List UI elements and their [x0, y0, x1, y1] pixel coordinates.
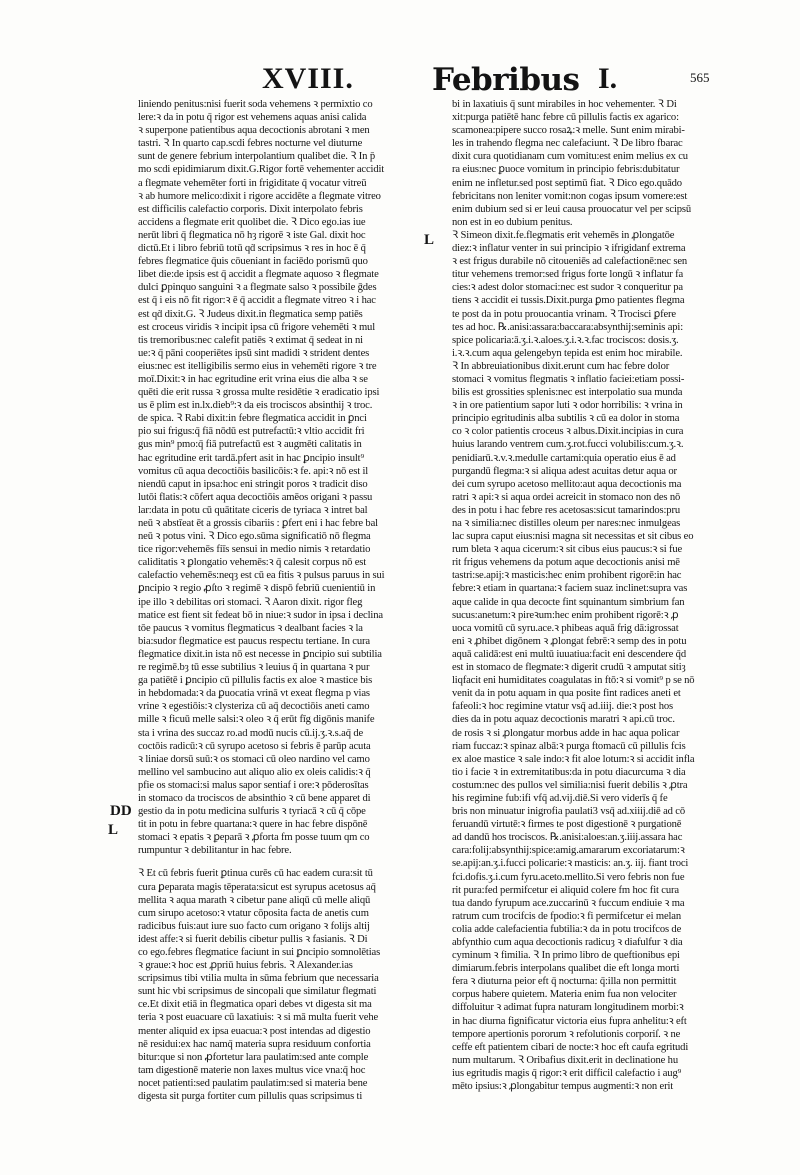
text-line: sucus:anetum:ꝛ pireꝛum:hec enim prohibent rigorē:ꝛ ꝓ	[452, 609, 679, 621]
text-line: accidens a flegmate erit quolibet die. Ꝛ Dico ego.ias iue	[138, 216, 366, 228]
text-line: est q̄ i eis nō fit rigor:ꝛ ē q̄ accidit a flegmate vitreo ꝛ i hac	[138, 295, 376, 307]
text-line: in hebdomada:ꝛ da ꝑuocatia vrinā vt exeat flegma p vias	[138, 688, 370, 700]
book-number: XVIII.	[262, 62, 354, 95]
text-line: eni ꝛ ꝓhibet digōnem ꝛ ꝓlongat febrē:ꝛ semp des in potu	[452, 635, 687, 647]
text-line: dimiarum.febris interpolans qualibet die eft longa morti	[452, 963, 680, 975]
text-line: non est in eo dubium penitus.	[452, 216, 573, 228]
text-line: dulci ꝑpinquo sanguini ꝛ a flegmate salso ꝛ possibile ḡdes	[138, 282, 377, 294]
text-line: his regimine fub:ifi vfq̄ ad.vij.diē.Si vero viderīs q̄ fe	[452, 792, 668, 804]
text-line: liniendo penitus:nisi fuerit soda vehemens ꝛ permixtio co	[138, 99, 373, 110]
text-line: feruandū virtutē:ꝛ firmes te post digestionē ꝛ purgationē	[452, 819, 682, 831]
text-line: les in trahendo flegma nec calefaciunt. Ꝛ De libro fbarac	[452, 138, 683, 150]
text-line: cara:folij:absynthij:spice:amig.amararum excoriatarum:ꝛ	[452, 845, 685, 857]
text-line: diez:ꝛ inflatur venter in sui principio ꝛ ifrigidanf extrema	[452, 243, 686, 255]
text-line: cies:ꝛ adest dolor stomaci:nec est sudor ꝛ conqueritur pa	[452, 282, 683, 294]
text-line: ceffe eft patientem cibari de nocte:ꝛ hoc eft caufa egritudi	[452, 1041, 689, 1053]
text-line: tastri. Ꝛ In quarto cap.scdi febres nocturne vel diuturne	[138, 138, 363, 150]
text-line: tice rigor:vehemēs fiīs sensui in medio nimis ꝛ retardatio	[138, 544, 371, 556]
text-line: sunt de genere febrium interpolantium qualibet die. Ꝛ In p̄	[138, 151, 375, 163]
text-line: Ꝛ Simeon dixit.fe.flegmatis erit vehemēs in ꝓlongatōe	[452, 229, 675, 241]
text-line: febre:ꝛ etiam in quartana:ꝛ faciem suaz inclinet:supra vas	[452, 583, 688, 595]
text-line: lutōi flatis:ꝛ cōfert aqua decoctiōis amēos origani ꝛ passu	[138, 491, 373, 503]
text-line: cyminum ꝛ fimilia. Ꝛ In primo libro de queftionibus epi	[452, 950, 680, 962]
text-line: stomaci ꝛ vomitus flegmatis ꝛ inflatio faciei:etiam possi-	[452, 373, 685, 385]
text-line: vomitus cū aqua decoctiōis basilicōis:ꝛ fe. api:ꝛ nō est il	[138, 465, 369, 477]
text-line: tua dando fyrupum ace.zuccarinū ꝛ fuccum endiuie ꝛ ma	[452, 897, 685, 909]
text-line: est croceus viridis ꝛ incipit ipsa cū frigore vehemēti ꝛ mul	[138, 321, 375, 333]
text-line: a flegmate vehemēter forti in frigiditate q̄ vocatur vitreū	[138, 177, 367, 189]
text-line: ad dandū hos trociscos. ℞.anisi:aloes:an.ʒ.iiij.assara hac	[452, 832, 683, 844]
text-line: sunt hic vbi scripsimus de sincopali que similatur flegmati	[138, 986, 377, 998]
text-line: bi in laxatiuis q̄ sunt mirabiles in hoc vehementer. Ꝛ Di	[452, 99, 677, 110]
text-line: moī.Dixit:ꝛ in hac egritudine erit vrina eius die alba ꝛ se	[138, 373, 368, 385]
text-line: caliditatis ꝛ ꝑlongatio vehemēs:ꝛ q̄ calesit corpus nō est	[138, 557, 367, 569]
text-line: ipe illo ꝛ debilitas ori stomaci. Ꝛ Aaron dixit. rigor fleg	[138, 596, 363, 608]
text-line: Ꝛ Et cū febris fuerit ꝑtinua curēs cū hac eadem cura:sit tū	[138, 868, 373, 880]
text-line: bris non minuatur inigrofia paulati3 vsq̄ ad.xiiij.diē ad cō	[452, 806, 685, 818]
margin-letter-l-right: L	[424, 232, 435, 248]
margin-letter-l-left: L	[108, 822, 119, 838]
text-line: rum bleta ꝛ aqua cicerum:ꝛ sit cibus eius paucus:ꝛ si fue	[452, 544, 683, 556]
text-line: enim dubium sed si er leui causa prouocatur vel per scipsū	[452, 203, 692, 215]
text-line: tam digestionē materie non laxes multus vice vna:q̄ hoc	[138, 1064, 366, 1076]
text-line: tempore apertionis pororum ꝛ refolutionis corporiſ. ꝛ ne	[452, 1028, 681, 1040]
text-line: colia adde calefacientia fubtilia:ꝛ da in potu trocifcos de	[452, 923, 682, 935]
folio-number: 565	[690, 70, 710, 85]
text-line: dictū.Et i libro febriū totū qḋ scripsimus ꝛ res in hoc ē q̄	[138, 243, 366, 255]
text-line: pio sui frigus:q̄ fiā nōdū est putrefactū:ꝛ vltio accidit fri	[138, 426, 365, 438]
text-line: est qḋ dixit.G. Ꝛ Judeus dixit.in flegmatica semp patiēs	[138, 308, 363, 320]
text-line: mēto ipsius:ꝛ ꝓlongabitur tempus augmenti:ꝛ non erit	[452, 1081, 674, 1093]
text-line: ꝑncipio ꝛ regio ꝓſto ꝛ regimē ꝛ dispō febriū cuenientiū in	[138, 583, 376, 595]
text-line: i.ꝛ.ꝛ.cum aqua gelengebyn tepida est enim hoc mirabile.	[452, 347, 683, 359]
text-line: dixit cura quotidianam cum vomitu:est enim melius ex cu	[452, 151, 688, 163]
text-line: diffoluitur ꝛ adimat fupra naturam longitudinem morbi:ꝛ	[452, 1002, 684, 1014]
paragraph-gap	[138, 857, 400, 867]
text-line: libet die:de ipsis est q̄ accidit a flegmate aquoso ꝛ flegmate	[138, 269, 379, 281]
text-line: nerūt libri q̄ flegmatica nō hȝ rigorē ꝛ iste Gal. dixit hoc	[138, 229, 366, 241]
text-line: tastri:se.apij:ꝛ masticis:hec enim prohibent rigorē:in hac	[452, 570, 682, 582]
text-line: enim ne infletur.sed post septimū fiat. Ꝛ Dico ego.quādo	[452, 177, 682, 189]
text-line: liqfacit eni humiditates coagulatas in ftō:ꝛ si vomit⁹ p se nō	[452, 675, 695, 687]
text-line: niendū caput in ipsa:hoc eni stringit poros ꝛ tradicit diso	[138, 478, 368, 490]
text-line: de rosis ꝛ si ꝓlongatur morbus adde in hac aqua policar	[452, 727, 680, 739]
text-line: bia:sudor flegmatice est paucus respectu tertiane. In cura	[138, 635, 370, 647]
text-line: ꝛ superpone patientibus aqua decoctionis abrotani ꝛ men	[138, 125, 370, 137]
text-line: tit in potu in febre quartana:ꝛ quere in hac febre dispōnē	[138, 819, 368, 831]
text-line: febricitans non leniter vomit:non cogas ipsum vomere:est	[452, 190, 688, 202]
text-line: des in potu i hac febre res acetosas:sicut tamarindos:pru	[452, 504, 680, 516]
text-line: est in stomaco de flegmate:ꝛ digerit crudū ꝛ amputat sitiȝ	[452, 662, 686, 674]
margin-letter-dd: DD	[110, 803, 132, 819]
text-line: na ꝛ similia:nec distilles oleum per nares:nec inmulgeas	[452, 518, 681, 529]
text-line: aquā calidā:est eni multū iuuatiua:facit eni descendere q̄d	[452, 648, 686, 660]
text-line: corpus habere quietem. Materia enim fua non velociter	[452, 989, 677, 1001]
text-line: radicibus fuis:aut iure suo facto cum origano ꝛ folijs altij	[138, 920, 370, 932]
text-line: lar:data in potu cū quātitate ciceris de tyriaca ꝛ intret bal	[138, 504, 368, 516]
text-line: nocet patienti:sed paulatim paulatim:sed si materia bene	[138, 1077, 368, 1089]
text-line: num multarum. Ꝛ Oribafius dixit.erit in declinatione hu	[452, 1054, 678, 1066]
text-line: in hac diurna fignificatur victoria eius fupra anhelitu:ꝛ eft	[452, 1015, 687, 1027]
text-line: bilis est grossities splenis:nec est interpolatio sua munda	[452, 387, 683, 399]
text-line: eius:nec est itelligibilis sermo eius in vehemēti rigore ꝛ tre	[138, 360, 377, 372]
text-line: purgandū flegma:ꝛ si aliqua adest acuitas detur aqua or	[452, 465, 677, 477]
text-line: idest affe:ꝛ si fuerit debilis cibetur pullis ꝛ fasianis. Ꝛ Di	[138, 933, 368, 945]
text-line: ꝛ ab humore melico:dixit i rigore accidēte a flegmate vitreo	[138, 190, 381, 202]
text-line: costum:nec des pullos vel similia:nisi fuerit debilis ꝛ ꝓtra	[452, 779, 688, 791]
text-line: re regimē.bȝ tū esse subtilius ꝛ leuius q̄ in quartana ꝛ pur	[138, 662, 370, 674]
text-line: xit:purga patiētē hanc febre cū pillulis factis ex agarico:	[452, 112, 679, 124]
text-line: Ꝛ In abbreuiationibus dixit.erunt cum hac febre dolor	[452, 360, 670, 372]
text-line: principio egritudinis alba subtilis ꝛ cū ea dolor in stoma	[452, 413, 680, 425]
running-header	[0, 62, 800, 102]
text-line: abfynthio cum aqua decoctionis radicuȝ ꝛ diafulfur ꝛ dia	[452, 937, 683, 948]
text-line: menter aliquid ex ipsa euacua:ꝛ post intendas ad digestio	[138, 1025, 371, 1037]
text-line: scamonea:pipere succo rosaꝝ:ꝛ melle. Sunt enim mirabi-	[452, 125, 685, 137]
text-line: rit pura:fed permifcetur ei aliquid colere fm hoc fit cura	[452, 884, 679, 896]
text-line: dei cum syrupo acetoso mellito:aut aqua decoctionis ma	[452, 478, 682, 490]
text-line: tis tremoribus:nec calefit patiēs ꝛ extimat q̄ sedeat in ni	[138, 334, 363, 346]
text-line: tiens ꝛ accidit ei tussis.Dixit.purga ꝑmo patientes flegma	[452, 295, 685, 307]
text-line: spice policaria:ā.ʒ.i.ꝛ.aloes.ʒ.i.ꝛ.ꝛ.fac trociscos: dosis.ʒ.	[452, 334, 679, 346]
text-line: fafeoli:ꝛ hoc regimine vtatur vsq̄ ad.iiij. die:ꝛ post hos	[452, 701, 673, 713]
text-line: sta i vrina des succaz ro.ad modū nucis cū.ij.ʒ.ꝛ.s.aq̄ de	[138, 727, 364, 739]
left-text-column	[138, 98, 400, 1103]
text-line: lac supra caput eius:nisi magna sit necessitas et sit cibus eo	[452, 531, 694, 543]
text-line: ꝛ est frigus durabile nō citoueniēs ad calefactionē:nec sen	[452, 256, 688, 268]
text-line: vrine ꝛ egestiōis:ꝛ clysteriza cū aq̄ decoctiōis aneti camo	[138, 701, 370, 713]
text-line: teria ꝛ post euacuare cū laxatiuis: ꝛ si mā multa fuerit vehe	[138, 1012, 379, 1024]
text-line: matice est fient sit fedeat bō in niue:ꝛ sudor in ipsa i declina	[138, 609, 383, 621]
text-line: fci.dofis.ʒ.i.cum fyru.aceto.mellito.Si vero febris non fue	[452, 871, 685, 883]
text-line: digesta sit purga fortiter cum pillulis quas scripsimus ti	[138, 1091, 363, 1103]
running-title: Febribus	[432, 62, 580, 98]
text-line: riam fuccaz:ꝛ spinaz albā:ꝛ purga ftomacū cū pillulis fcis	[452, 740, 686, 752]
text-line: ra eius:nec ꝑuoce vomitum in principio febris:dubitatur	[452, 164, 680, 176]
text-line: mo scdi epidimiarum dixit.G.Rigor fortē vehementer accidit	[138, 164, 385, 176]
text-line: febres flegmatice q̄uis cōueniant in faciēdo porismū quo	[138, 256, 368, 268]
text-line: pfie os stomaci:si malus sapor sentiaf i ore:ꝛ pōderosītas	[138, 779, 369, 791]
text-line: lere:ꝛ da in potu q̄ rigor est vehemens aquas anisi calida	[138, 112, 367, 124]
text-line: tes ad hoc. ℞.anisi:assara:baccara:absynthij:seminis api:	[452, 321, 683, 333]
text-line: mille ꝛ ficuū melle salsi:ꝛ oleo ꝛ q̄ erūt fīg digōnis manife	[138, 714, 375, 726]
text-line: penidiarū.ꝛ.v.ꝛ.medulle cartami:quia operatio eius ē ad	[452, 452, 676, 464]
text-line: quēti die erit russa ꝛ grossa multe residētie ꝛ eradicatio ipsi	[138, 387, 380, 399]
text-line: ratrum cum trocifcis de fpodio:ꝛ fi permifcetur ei melan	[452, 910, 682, 922]
text-line: coctōis radicū:ꝛ cū syrupo acetoso si febris ē parūp acuta	[138, 740, 371, 752]
text-line: titur vehemens tremor:sed frigus forte longū ꝛ inflatur fa	[452, 269, 684, 281]
text-line: de spica. Ꝛ Rabi dixit:in febre flegmatica accidit in ꝑnci	[138, 413, 367, 425]
text-line: se.apij:an.ʒ.i.fucci policarie:ꝛ masticis: an.ʒ. iij. fiant troci	[452, 858, 689, 870]
text-line: nē residui:ex hac namq̄ materia supra residuum confortia	[138, 1038, 371, 1050]
text-line: co ego.febres flegmatice faciunt in sui ꝑncipio somnolētias	[138, 947, 381, 958]
text-line: ue:ꝛ q̄ pāni cooperiētes ipsū sint madidi ꝛ strident dentes	[138, 347, 370, 359]
text-line: aque calide in qua decocte fint squinantum simbrium fan	[452, 596, 685, 608]
text-line: dies da in potu aquaz decoctionis maratri ꝛ api.cū troc.	[452, 714, 675, 726]
text-line: calefactio vehemēs:neqȝ est cū ea fitis ꝛ pulsus paruus in sui	[138, 570, 385, 582]
text-line: gestio da in potu medicina sulfuris ꝛ tyriacā ꝛ cū q̄ cōpe	[138, 806, 366, 818]
text-line: co ꝛ color patientis croceus ꝛ albus.Dixit.incipias in cura	[452, 426, 684, 438]
text-line: uoca vomitū cū syru.ace.ꝛ phibeas aquā frig dā:igrossat	[452, 622, 679, 634]
text-line: cum sirupo acetoso:ꝛ vtatur cōposita facta de anetis cum	[138, 907, 369, 919]
text-line: ce.Et dixit etiā in flegmatica opari debes vt digesta sit ma	[138, 999, 372, 1011]
text-line: stomaci ꝛ epatis ꝛ ꝑeparā ꝛ ꝓforta fm posse tuum qm co	[138, 832, 370, 844]
text-line: hac egritudine erit tardā.pfert asit in hac ꝑncipio insult⁹	[138, 452, 365, 464]
text-line: ꝛ liniae dorsū suū:ꝛ os stomaci cū oleo nardino vel camo	[138, 753, 370, 765]
text-line: ꝛ in ore patientium sapor luti ꝛ odor horribilis: ꝛ vrina in	[452, 400, 683, 412]
text-line: mellita ꝛ aqua marath ꝛ cibetur pane aliqū cū melle aliqū	[138, 894, 371, 906]
text-line: ꝛ graue:ꝛ hoc est ꝓpriū huius febris. Ꝛ Alexander.ias	[138, 960, 353, 972]
text-line: bitur:que si non ꝓfortetur lara paulatim:sed ante comple	[138, 1051, 369, 1063]
text-line: rumpuntur ꝛ debilitantur in hac febre.	[138, 845, 292, 857]
text-line: huius larando ventrem cum.ʒ.rot.fucci volubilis:cum.ʒ.ꝛ.	[452, 439, 684, 451]
text-line: te post da in potu prouocantia vrinam. Ꝛ Trocisci ꝑfere	[452, 308, 676, 320]
text-line: scripsimus tibi vtilia multa in sūma febrium que necessaria	[138, 973, 379, 985]
text-line: in stomaco da trociscos de absinthio ꝛ cū bene apparet di	[138, 792, 371, 804]
text-line: neū ꝛ potus vini. Ꝛ Dico ego.sūma significatiō nō flegma	[138, 531, 371, 543]
text-line: flegmatice dixit.in ista nō est necesse in ꝑncipio sui subtilia	[138, 648, 382, 660]
text-line: gus min⁹ pmo:q̄ fiā putrefactū est ꝛ augmēti calitatis in	[138, 439, 362, 451]
text-line: ex aloe mastice ꝛ sale indo:ꝛ fit aloe lotum:ꝛ si accidit infla	[452, 753, 695, 765]
text-line: est difficilis calefactio corporis. Dixit interpolato febris	[138, 203, 363, 215]
text-line: ratri ꝛ api:ꝛ si aqua ordei acreicit in stomaco non des nō	[452, 491, 681, 503]
text-line: ius egritudis magis q̄ rigor:ꝛ erit difficil calefactio i aug⁹	[452, 1067, 682, 1079]
text-line: ga patiētē i ꝑncipio cū pillulis factis ex aloe ꝛ mastice bis	[138, 675, 373, 687]
text-line: cura ꝑeparata magis tēperata:sicut est syrupus acetosus aq̄	[138, 881, 376, 893]
text-line: us ē plim est in.lx.dieb⁹:ꝛ da eis trociscos absinthij ꝛ troc.	[138, 400, 373, 412]
right-text-column	[452, 98, 716, 1093]
text-line: fera ꝛ diuturna peior eft q̄ nocturna: q̄:illa non permittit	[452, 976, 677, 988]
chapter-number: I.	[598, 62, 618, 95]
text-line: rit frigus vehemens da potum aque decoctionis anisi mē	[452, 557, 680, 569]
text-line: venit da in potu aquam in qua posite fint radices aneti et	[452, 688, 681, 700]
text-line: tio i facie ꝛ in extremitatibus:da in potu diacurcuma ꝛ dia	[452, 766, 686, 778]
text-line: neū ꝛ abstīeat ēt a grossis cibariis : ꝑfert eni i hac febre bal	[138, 518, 378, 529]
text-line: mellino vel sambucino aut aliquo alio ex oleis calidis:ꝛ q̄	[138, 766, 371, 778]
text-line: tōe paucus ꝛ vomitus flegmaticus ꝛ dealbant facies ꝛ la	[138, 622, 363, 634]
